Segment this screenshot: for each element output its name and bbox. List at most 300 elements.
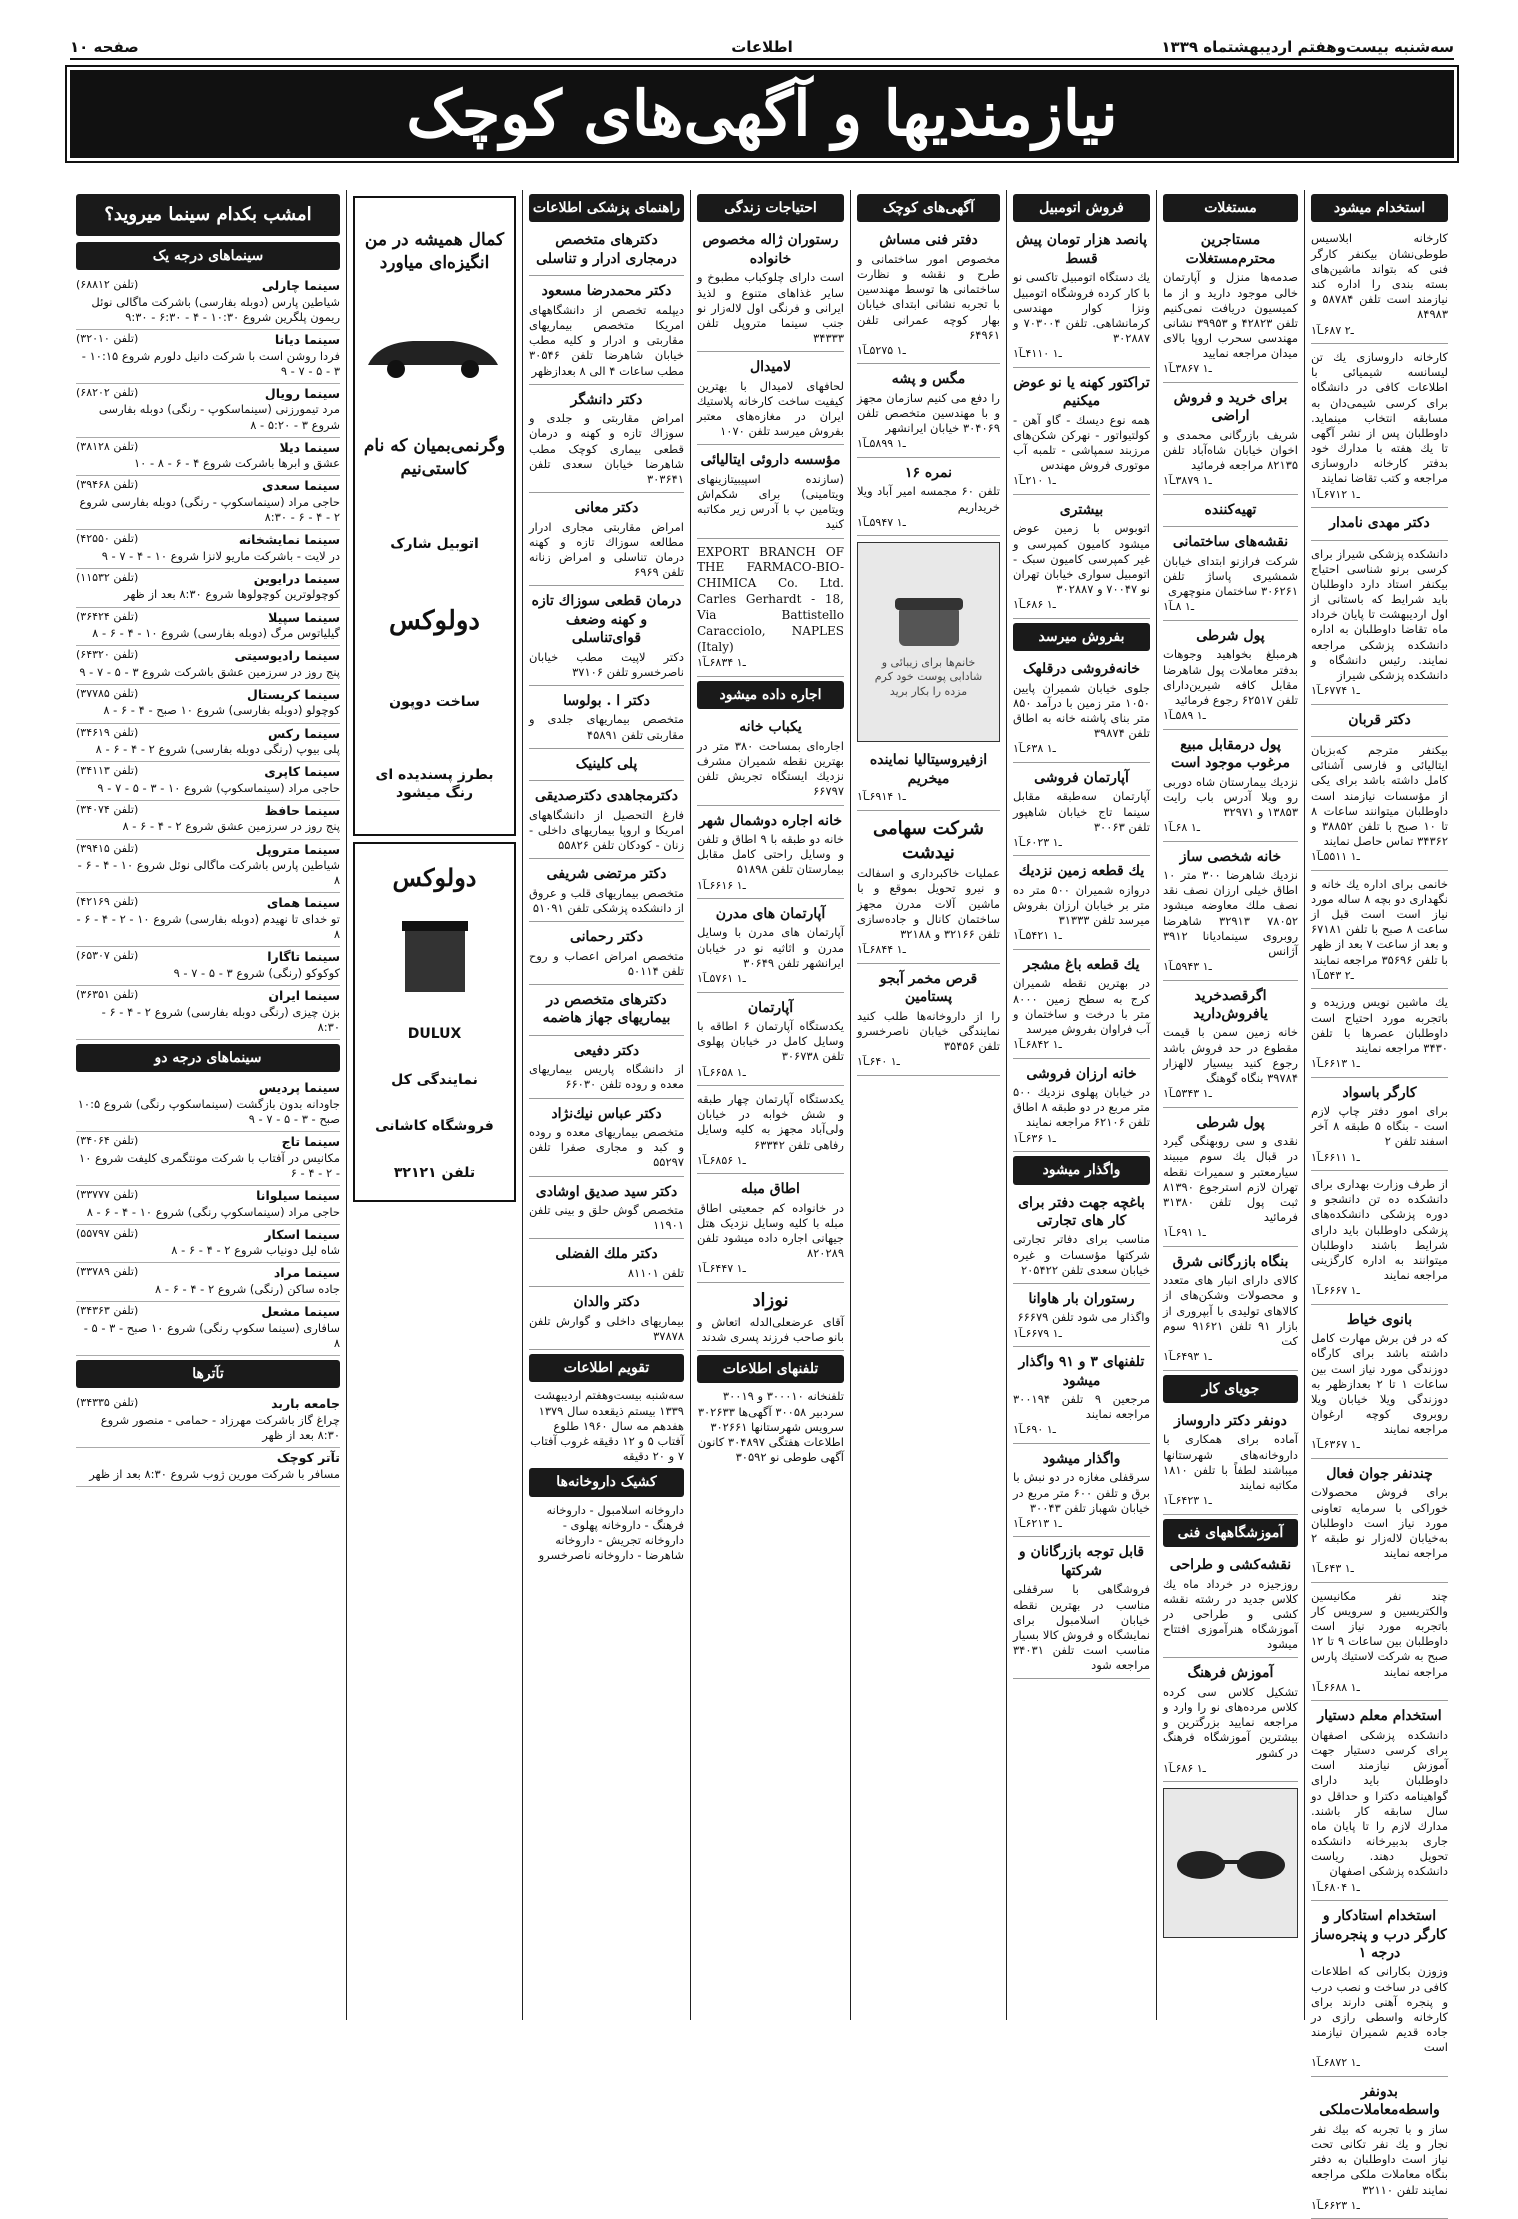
ad-title: دکترهای متخصص در بیماریهای جهاز هاضمه xyxy=(542,991,671,1027)
classified-ad xyxy=(529,496,684,586)
cinema-listing xyxy=(76,1078,340,1132)
cosmetic-jar-icon xyxy=(889,586,969,656)
ad-title: دکتر ملك الفضلی xyxy=(555,1246,658,1263)
ad-title: تراکتور کهنه یا نو عوض میکنیم xyxy=(1013,374,1150,410)
ad-title: خانه‌فروشی درقلهک xyxy=(1022,661,1141,678)
ad-text: هرمبلغ بخواهید وجوهات بدفتر معاملات پول شاهرضا مقابل کافه شیرین‌دارای تلفن ۶۲۵۱۷ رجوع فرمائید xyxy=(1163,647,1298,707)
classified-ad xyxy=(1013,1540,1150,1679)
ad-text: یك ماشین نویس ورزیده و باتجربه مورد احتیاج است داوطلبان عصرها با تلفن ۳۴۳۰ مراجعه نمایند xyxy=(1311,995,1448,1055)
ad-text: ساز و با تجربه که بیك نفر نجار و یك نفر تکانی تحت نیاز است داوطلبان به دفتر بنگاه معاملات ملکی مراجعه نمایند تلفن ۳۲۱۱۰ xyxy=(1311,2121,1448,2197)
classified-ad xyxy=(529,589,684,686)
ad-title: خانه ارزان فروشی xyxy=(1026,1065,1137,1082)
classified-ad xyxy=(1163,1553,1298,1658)
cinema-name: سینما درایوین xyxy=(253,570,340,586)
ad-text: بیماریهای داخلی و گوارش تلفن ۳۷۸۷۸ xyxy=(529,1313,684,1343)
classified-ad xyxy=(1013,371,1150,495)
to-let-ads xyxy=(1013,1191,1150,1680)
tablet-ad xyxy=(857,967,1000,1076)
car-ad-line-4: دولوکس xyxy=(388,605,480,636)
classified-ad xyxy=(1311,874,1448,990)
cinema-name: سینما رکس xyxy=(267,725,340,741)
cinema-program: گیلیاتوس مرگ (دوبله بفارسی) شروع ۱۰ - ۴ - ۶ - ۸ xyxy=(92,626,340,641)
cinema-phone: (تلفن ۵۵۷۹۷) xyxy=(76,1226,139,1240)
newspaper-page xyxy=(70,38,1454,2212)
small-ads xyxy=(857,228,1000,536)
cinema-listing xyxy=(76,1448,340,1487)
ad-title: پول شرطی xyxy=(1196,627,1265,644)
cinema-program: کوچولو (دوبله بفارسی) شروع ۱۰ صبح - ۴ - ۶ - ۸ xyxy=(103,703,340,718)
pharmacies-text: داروخانه اسلامبول - داروخانه فرهنگ - داروخانه پهلوی - داروخانه تجریش - داروخانه شاهرضا - داروخانه ناصرخسرو xyxy=(538,1502,684,1563)
ad-code: ۱ـ۱ ۶۶۱۳ـآ xyxy=(1311,1057,1360,1071)
ad-title: استخدام معلم دستیار xyxy=(1317,1708,1442,1725)
ad-text: امراض مقاربتی مجاری ادرار مطالعه سوزاك تازه و کهنه درمان تناسلی و امراض زنانه تلفن ۶۹۶۹ xyxy=(529,519,684,580)
ad-text: امراض مقاربتی و جلدی و سوزاك تازه و کهنه و درمان قطعی بیماری کوچک مطب شاهرضا خیابان سعدی تلفن ۳۰۳۶۴۱ xyxy=(529,411,684,486)
ad-title: یك قطعه باغ مشجر xyxy=(1023,956,1140,973)
cinema-phone: (تلفن ۶۴۳۲۰) xyxy=(76,648,139,662)
wanted-ad-title: ازفیروسیتالیا نماینده میخریم xyxy=(869,752,988,787)
ad-text: آماده برای همکاری با داروخانه‌های شهرستانها میباشند لطفاً با تلفن ۱۸۱۰ مکاتبه نمایند xyxy=(1163,1432,1298,1492)
ad-text: تشکیل کلاس سی کرده کلاس مرده‌های نو را وارد و مراجعه نمایید بزرگترین و بیشترین آموزشگاه فرهنگ در کشور xyxy=(1163,1684,1298,1760)
classified-ad xyxy=(1311,228,1448,344)
ad-code: ۱ـ۱ ۶۶۸۸ـآ xyxy=(1311,1680,1360,1694)
ad-text: متخصص بیماریهای معده و روده و کبد و مجاری صفرا تلفن ۵۵۲۹۷ xyxy=(529,1125,684,1170)
ad-text: برای فروش محصولات خوراکی با سرمایه تعاونی مورد نیاز است داوطلبان به‌خیابان لاله‌زار نو طبقه ۲ مراجعه نمایند xyxy=(1311,1485,1448,1561)
ad-text: چند نفر مکانیسین والکتریسین و سرویس کار باتجربه مورد نیاز است داوطلبان بین ساعات ۹ تا ۱۲ صبح به شرکت لاستیك پارس مراجعه نمایند xyxy=(1311,1588,1449,1679)
car-ad-line-1: کمال همیشه در من انگیزه‌ای میاورد xyxy=(364,230,505,273)
cinema-banner: امشب بکدام سینما میروید؟ xyxy=(76,194,340,236)
classified-ad xyxy=(529,1180,684,1240)
ad-title: دکتر مرتضی شریفی xyxy=(546,866,667,883)
cinema-name: سینما پردیس xyxy=(258,1080,340,1096)
section-title-doctors: راهنمای پزشکی اطلاعات xyxy=(529,194,684,222)
cinema-name: سینما رویال xyxy=(264,385,340,401)
ad-title: تهیه‌کننده xyxy=(1204,501,1257,518)
section-title-employment: استخدام میشود xyxy=(1311,194,1448,222)
cinema-phone: (تلفن ۶۸۸۱۲) xyxy=(76,278,139,292)
ad-title: اگرقصدخرید یافروش‌دارید xyxy=(1193,987,1268,1023)
ad-code: ۱ـ۱ ۶۸ـآ xyxy=(1163,821,1200,835)
export-branch-ad xyxy=(697,542,844,677)
classified-ad xyxy=(857,367,1000,458)
cinema-program: پنج روز در سرزمین عشق شروع ۲ - ۴ - ۶ - ۸ xyxy=(122,819,340,834)
classified-ad xyxy=(1013,657,1150,763)
cinema-name: سینما دیلا xyxy=(279,439,340,455)
ad-text: که در فن برش مهارت کامل داشته باشد برای کارگاه دوزندگی مورد نیاز است بین ساعات ۱ تا ۲ بعدازظهر به دوزندگی ویلا خیابان ویلا روبروی کوچه ارغوان مراجعه نمایند xyxy=(1311,1331,1448,1437)
export-branch-code: ۱ـ۱ ۶۸۳۴ـآ xyxy=(697,656,746,670)
cinema-program: کوچولوترین کوچولوها شروع ۸:۳۰ بعد از ظهر xyxy=(124,587,340,602)
ad-title: کارگر باسواد xyxy=(1342,1084,1417,1101)
company-ad-code: ۱ـ۱ ۶۸۴۴ـآ xyxy=(857,943,906,957)
ad-title: دکتر والدان xyxy=(573,1294,640,1311)
car-ad-line-2: وگرنمی‌بمیان که نام کاستی‌نیم xyxy=(363,436,506,479)
ad-text: کالای دارای انبار های متعدد و محصولات وشکن‌های از کالاهای تولیدی با آبپروری از بازار ۹۱ تلفن ۹۱۶۲۱ سوم کت xyxy=(1163,1273,1298,1348)
section-title-for-rent: اجاره داده میشود xyxy=(697,681,844,709)
ad-title: چندنفر جوان فعال xyxy=(1326,1465,1433,1482)
cinema-name: سینما سپیلا xyxy=(268,609,340,625)
classified-ad xyxy=(529,1242,684,1287)
section-title-life-needs: احتیاجات زندگی xyxy=(697,194,844,222)
classified-ad xyxy=(1013,1447,1150,1538)
cinema-listing xyxy=(76,801,340,840)
classified-ad xyxy=(1163,386,1298,495)
ad-code: ۱ـ۱ ۲۱۰ـآ xyxy=(1013,474,1056,488)
ad-text: خانه دو طبقه با ۹ اطاق و تلفن و وسایل راحتی کامل مقابل بیمارستان تلفن ۵۱۸۹۸ xyxy=(697,831,844,877)
ad-text: در خانواده کم جمعیتی اطاق مبله با کلیه وسایل نزدیک هتل جیهانی اجاره داده میشود تلفن ۸۲۰۲۸۹ xyxy=(697,1200,844,1261)
ad-text: یکدستگاه آپارتمان ۶ اطاقه با وسایل کامل در خیابان پهلوی تلفن ۳۰۶۷۳۸ xyxy=(697,1018,845,1064)
cinema-program: پنج روز در سرزمین عشق باشرکت شروع ۳ - ۵ - ۷ - ۹ xyxy=(79,664,340,679)
cinema-name: سینما تاگارا xyxy=(267,949,340,965)
cinema-listing xyxy=(76,893,340,947)
classified-ad xyxy=(1163,228,1298,382)
wanted-ad-code: ۱ـ۱ ۶۹۱۴ـآ xyxy=(857,790,906,804)
ad-code: ۱ـ۱ ۵۹۴۳ـآ xyxy=(1163,960,1212,974)
cinema-name: سینما مراد xyxy=(273,1265,340,1281)
cinema-program: مرد تیمورزنی (سینماسکوپ - رنگی) دوبله بفارسی شروع ۳ - ۵:۲۰ - ۸ xyxy=(98,402,340,432)
section-title-for-sale: بفروش میرسد xyxy=(1013,623,1150,651)
section-title-second-class-cinemas: سینماهای درجه دو xyxy=(76,1044,340,1072)
classified-ad xyxy=(529,784,684,859)
ad-title: مگس و پشه xyxy=(891,371,966,388)
ad-code: ۱ـ۱ ۶۶۲۳ـآ xyxy=(1311,2198,1360,2212)
wanted-ad xyxy=(857,748,1000,810)
ad-title: مؤسسه داروئی ایتالیائی xyxy=(700,452,841,469)
car-paint-advertisement xyxy=(353,196,516,836)
classified-ad xyxy=(1163,1250,1298,1371)
for-sale-ads xyxy=(1013,657,1150,1152)
header-page-number: صفحه ۱۰ xyxy=(70,38,139,57)
ad-title: دکتر ا . بولوسا xyxy=(563,692,650,709)
ad-title: پول شرطی xyxy=(1196,1114,1265,1131)
section-title-autos: فروش اتومبیل xyxy=(1013,194,1150,222)
ad-text: لحافهای لامیدال با بهترین کیفیت ساخت کارخانه پلاستیك ایران در مغازه‌های معتبر بفروش میرسد تلفن ۱۰۷۰ xyxy=(697,378,844,439)
company-ad-title: شرکت سهامی نیدشت xyxy=(872,817,985,863)
ad-text: مخصوص امور ساختمانی و طرح و نقشه و نظارت ساختمانی ها توسط مهندسین با تجربه نشانی ابتدای خیابان بهار کوچه عمرانی تلفن ۶۴۹۶۱ xyxy=(857,251,1000,342)
classified-ad xyxy=(1311,1904,1448,2077)
ad-text: نزدیك شاهرضا ۳۰۰ متر ۱۰ اطاق خیلی ارزان نصف نقد نصف ملك معاوضه میشود ۷۸۰۵۲ ۳۲۹۱۳ شاهرضا روبروی سینمادیانا ۳۹۱۲ آژانس xyxy=(1163,868,1298,958)
ad-code: ۱ـ۱ ۵۴۲۱ـآ xyxy=(1013,929,1062,943)
classified-ad xyxy=(1311,708,1448,737)
cinema-listing xyxy=(76,685,340,724)
ad-title: مستاجرین محترم‌مستغلات xyxy=(1185,232,1276,267)
classified-ad xyxy=(697,448,844,538)
cinema-program: شیاطین پارس (دوبله بفارسی) باشرکت ماگالی نوئل ریمون پلگرین شروع ۱۰:۳۰ - ۴ - ۶:۳۰ - ۹:۳۰ xyxy=(91,294,340,324)
ad-title: دکتر مهدی نامدار xyxy=(1329,515,1430,532)
ad-title: بدونفر واسطه‌معاملات‌ملکی xyxy=(1319,2084,1440,2119)
cinema-listing xyxy=(76,330,340,384)
ad-title: خانه اجاره دوشمال شهر xyxy=(698,812,842,829)
cinema-program: جاودانه بدون بازگشت (سینماسکوپ رنگی) شروع ۱۰:۵ صبح - ۳ - ۵ - ۷ - ۹ xyxy=(77,1096,340,1126)
ad-text: یکدستگاه آپارتمان چهار طبقه و شش خوابه در خیابان ولی‌آباد مجهز به کلیه وسایل رفاهی تلفن ۶۳۳۴۲ xyxy=(697,1092,844,1152)
dulux-brand: DULUX xyxy=(407,1026,462,1042)
cinema-listing xyxy=(76,476,340,530)
cinema-phone: (تلفن ۳۴۰۶۴) xyxy=(76,1134,139,1148)
cinema-program: تو خدای تا نهیدم (دوبله بفارسی) شروع ۱۰ - ۲ - ۴ - ۶ - ۸ xyxy=(76,911,340,942)
car-ad-line-3: اتوبیل شارک xyxy=(390,535,479,552)
section-title-first-class-cinemas: سینماهای درجه یک xyxy=(76,242,340,270)
ad-text: کارخانه ابلاسیس طوطی‌نشان بیکنفر کارگر فنی که بتواند ماشین‌های بسته بندی را اداره کند نیازمند است تلفن ۵۸۷۸۴ و ۸۴۹۸۳ xyxy=(1311,231,1448,322)
dulux-phone: تلفن ۳۲۱۲۱ xyxy=(393,1164,476,1181)
cinema-phone: (تلفن ۳۹۴۱۵) xyxy=(76,841,139,855)
ad-title: آموزش فرهنگ xyxy=(1187,1665,1274,1682)
classified-ad xyxy=(529,228,684,276)
section-title-calendar: تقویم اطلاعات xyxy=(529,1354,684,1382)
cinema-listing xyxy=(76,646,340,685)
ad-title: خانه شخصی ساز xyxy=(1179,848,1282,865)
cinema-phone: (تلفن ۳۴۳۳۵) xyxy=(76,1396,139,1410)
ad-title: دفتر فنی مساش xyxy=(879,232,978,249)
ad-title: دکتر محمدرضا مسعود xyxy=(541,283,672,300)
ad-text: تلفن ۶۰ مجمسه امیر آباد ویلا خریداریم xyxy=(857,484,1000,514)
ad-code: ۱ـ۱ ۸ـآ xyxy=(1163,600,1195,614)
ad-text: آپارتمان سه‌طبقه مقابل سینما تاج خیابان شاهپور تلفن ۳۰۰۶۳ xyxy=(1013,789,1150,834)
ad-code: ۱ـ۱ ۶۰۲۳ـآ xyxy=(1013,835,1062,849)
cinema-program: شاه لیل دونیاب شروع ۲ - ۴ - ۶ - ۸ xyxy=(171,1243,340,1258)
classified-ad xyxy=(1013,1287,1150,1347)
column-doctors xyxy=(522,190,690,2020)
cinema-name: سینما کریستال xyxy=(246,686,340,702)
cinema-phone: (تلفن ۳۳۷۷۷) xyxy=(76,1188,139,1201)
ad-text: از دانشگاه پاریس بیماریهای معده و روده تلفن ۶۶۰۳۰ xyxy=(529,1062,684,1092)
classified-ad xyxy=(697,996,844,1087)
ad-code: ۱ـ۱ ۳۸۶۷ـآ xyxy=(1163,362,1212,376)
cinema-listing xyxy=(76,608,340,647)
header-paper-name: اطلاعات xyxy=(731,38,793,57)
second-class-cinema-list xyxy=(76,1078,340,1356)
ad-title: دکتر عباس نیك‌نژاد xyxy=(551,1105,662,1122)
classified-ad xyxy=(697,228,844,352)
classified-ad xyxy=(1311,1174,1448,1305)
cinema-listing xyxy=(76,530,340,569)
section-title-job-seekers: جویای کار xyxy=(1163,1375,1298,1403)
ad-title: دکتر دفیعی xyxy=(573,1042,640,1059)
life-needs-ads xyxy=(697,228,844,538)
cinema-phone: (تلفن ۳۴۰۷۴) xyxy=(76,802,139,816)
cinema-name: سینما کاپری xyxy=(264,764,340,780)
ad-text: است دارای چلوکباب مطبوخ و سایر غذاهای متنوع و لذیذ ایرانی و فرنگی اول لاله‌زار نو جنب سینما متروپل تلفن ۳۴۳۳۳ xyxy=(697,270,844,346)
tablet-ad-title: قرص مخمر آبجو پستامین xyxy=(879,970,978,1006)
classified-ad xyxy=(1311,1462,1448,1583)
classified-ad xyxy=(697,355,844,445)
ad-text: دیپلمه تخصص از دانشگاههای امریکا متخصص بیماریهای مقاربتی و ادرار و کلیه مطب خیابان شاهرضا تلفن ۳۰۵۴۶ مطب ساعات ۴ الی ۸ بعدازظهر xyxy=(529,302,684,378)
cinema-listing xyxy=(76,438,340,477)
cinema-phone: (تلفن ۱۱۵۳۲) xyxy=(76,570,139,584)
classified-ad xyxy=(1311,511,1448,540)
ad-code: ۱ـ۱ ۶۸۷۲ـآ xyxy=(1311,2056,1360,2070)
cinema-listing xyxy=(76,276,340,330)
cinema-phone: (تلفن ۳۷۷۸۵) xyxy=(76,686,139,700)
ad-text: دانشکده پزشکی اصفهان برای کرسی دستیار جهت آموزش نیازمند است داوطلبان باید دارای گواهینامه دکترا و حداقل دو سال سابقه کار باشند. مدارك لازم را تا پایان ماه جاری بدبیرخانه دانشکده تحویل دهند. ریاست دانشکده پزشکی اصفهان xyxy=(1311,1727,1448,1879)
ad-code: ۱ـ۱ ۵۷۶۱ـآ xyxy=(697,972,746,985)
classified-ad xyxy=(1163,498,1298,527)
ad-code: ۱ـ۱ ۶۳۶ـآ xyxy=(1013,1131,1056,1145)
birth-text: آقای عرضعلی‌الدله اتعاش و بانو صاحب فرزند پسری شدند xyxy=(697,1314,844,1344)
cinema-name: تآتر کوچک xyxy=(276,1450,340,1466)
ad-text: فروشگاهی با سرقفلی مناسب در بهترین نقطه خیابان اسلامبول برای نمایشگاه و فروش کالا بسیار مناسب است تلفن ۳۴۰۳۱ مراجعه شود xyxy=(1013,1582,1150,1673)
dulux-advertisement xyxy=(353,842,516,1202)
ad-text: اتوبوس با زمین عوض میشود کامیون کمپرسی و غیر کمپرسی کامیون سبک - اتومبیل سواری خیابان تهران نو ۷۰۰۴۷ و ۳۰۲۸۸۷ xyxy=(1013,521,1150,597)
ad-text: مناسب برای دفاتر تجارتی شرکتها مؤسسات و غیره خیابان سعدی تلفن ۲۰۵۴۲۲ xyxy=(1013,1232,1150,1277)
cinema-program: سافاری (سینما سکوپ رنگی) شروع ۱۰ صبح - ۳ - ۵ - ۸ xyxy=(83,1320,340,1350)
car-ad-line-6: بطرز پسندیده ای رنگ میشود xyxy=(375,766,494,802)
tablet-ad-text: را از داروخانه‌ها طلب کنید نمایندگی خیابان ناصرخسرو تلفن ۳۵۴۵۶ xyxy=(857,1008,1000,1053)
classified-columns xyxy=(70,190,1454,2212)
ad-text: دانشکده پزشکی شیراز برای کرسی برنو شناسی احتیاج بیکنفر استاد دارد داوطلبان باید شرایط که باستانی از اول اردیبهشت تا پایان خرداد ماه تقاضا داوطلبان به اداره دانشکده پزشکی مراجعه نمایند. رئیس دانشگاه و دانشکده پزشکی شیراز xyxy=(1311,546,1448,682)
classified-ad xyxy=(529,752,684,781)
section-title-tech-schools: آموزشگاههای فنی xyxy=(1163,1519,1298,1547)
ad-text: صدمه‌ها منزل و آپارتمان خالی موجود دارید و از ما کمیسیون دریافت نمی‌کنیم تلفن ۴۲۸۲۳ و ۳۹۹۵۳ نشانی مهندسی سحرب اروپا بالای میدان مراجعه نمایید xyxy=(1163,270,1298,361)
classified-ad xyxy=(1163,1111,1298,1247)
cinema-program: بزن چیزی (رنگی دوبله بفارسی) شروع ۲ - ۴ - ۶ - ۸:۳۰ xyxy=(101,1004,340,1034)
classified-ad xyxy=(1311,544,1448,705)
cosmetics-ad-text: خانم‌ها برای زیبائی و شادابی پوست خود کرم مزده را بکار برید xyxy=(874,655,983,698)
classified-ad xyxy=(1163,984,1298,1108)
ad-code: ۱ـ۱ ۶۸۴۲ـآ xyxy=(1013,1038,1062,1052)
ad-text: دکتر لاپیت مطب خیابان ناصرخسرو تلفن ۳۷۱۰۶ xyxy=(529,649,684,679)
sunglasses-advertisement xyxy=(1163,1788,1298,1938)
cinema-name: سینما سیلوانا xyxy=(256,1188,340,1203)
ad-text: نقدی و سی روبهنگی گیرد در قبال یك سوم میبیند سیارمعتبر و سمیرات نقطه تهران لازم استرجوع ۸۱۳۹۰ ثبت پول تلفن ۳۱۳۸۰ فرمائید xyxy=(1163,1134,1298,1225)
classified-ad xyxy=(1311,1586,1448,1702)
classified-ad xyxy=(529,1290,684,1350)
cinema-phone: (تلفن ۳۴۶۱۹) xyxy=(76,725,139,739)
ad-code: ۱ـ۱ ۶۴۹۳ـآ xyxy=(1163,1350,1212,1364)
theatre-list xyxy=(76,1394,340,1487)
phones-text: تلفنخانه ۳۰۰۰۱۰ و ۳۰۰۱۹ سردبیر ۳۰۰۵۸ آگهی‌ها ۳۰۲۶۳۳ سرویس شهرستانها ۳۰۲۶۶۱ اطلاعات هفتگی ۳۰۴۸۹۷ کانون آگهی طوطی نو ۳۰۵۹۲ xyxy=(697,1389,844,1465)
ad-code: ۱ـ۱ ۶۹۰ـآ xyxy=(1013,1423,1056,1437)
cinema-listing xyxy=(76,1263,340,1302)
ad-title: دکتر قربان xyxy=(1348,711,1411,728)
cinema-phone: (تلفن ۳۶۴۲۴) xyxy=(76,609,139,623)
sunglasses-icon xyxy=(1171,1843,1291,1883)
doctor-ads xyxy=(529,228,684,1349)
cinema-name: سینما متروپل xyxy=(255,841,340,857)
school-ads xyxy=(1163,1553,1298,1782)
ad-text: جلوی خیابان شمیران پایین ۱۰۵۰ متر زمین با درآمد ۸۵۰ متر بنای پاشنه خانه به اطاق تلفن ۳۹۸۷۴ xyxy=(1013,680,1150,741)
cinema-phone: (تلفن ۴۲۱۶۹) xyxy=(76,895,139,909)
cosmetics-advertisement xyxy=(857,542,1000,742)
ad-title: رستوران ژاله مخصوص خانواده xyxy=(702,232,839,267)
ad-code: ۱ـ۱ ۵۹۴۷ـآ xyxy=(857,515,906,529)
cinema-listing xyxy=(76,947,340,986)
ad-code: ۱ـ۱ ۶۹۱ـآ xyxy=(1163,1226,1206,1240)
cinema-phone: (تلفن ۳۴۱۱۳) xyxy=(76,764,139,778)
column-employment xyxy=(1304,190,1454,2212)
company-ad xyxy=(857,814,1000,964)
cinema-phone: (تلفن ۳۳۷۸۹) xyxy=(76,1265,139,1279)
ad-code: ۱ـ۱ ۵۸۹ـآ xyxy=(1163,709,1206,723)
ad-title: بیشتری xyxy=(1059,501,1104,518)
classified-ad xyxy=(1013,498,1150,619)
ad-text: دروازه شمیران ۵۰۰ متر ده متر بر خیابان ارزان بفروش میرسد تلفن ۳۱۳۳۳ xyxy=(1013,882,1150,928)
ad-text: مرجعین ۹ تلفن ۳۰۰۱۹۴ مراجعه نمایند xyxy=(1013,1392,1150,1422)
classified-ad xyxy=(857,228,1000,364)
ad-title: پلی کلینیک xyxy=(575,755,638,772)
classified-ad xyxy=(1013,766,1150,857)
classified-ad xyxy=(529,1102,684,1177)
ad-title: بنگاه بازرگانی شرق xyxy=(1172,1253,1289,1270)
cinema-listing xyxy=(76,569,340,608)
ad-title: استخدام استادکار و کارگر درب و پنجره‌ساز درجه ۱ xyxy=(1312,1908,1447,1961)
classified-ad xyxy=(1013,1062,1150,1153)
ad-text: متخصص بیماریهای قلب و عروق از دانشکده پزشکی تلفن ۵۱۰۹۱ xyxy=(529,885,684,915)
ad-text: سرقفلی مغازه در دو نبش با برق و تلفن ۶۰۰ متر مربع در خیابان شهباز تلفن ۳۰۰۴۳ xyxy=(1013,1470,1150,1515)
classified-ad xyxy=(1163,1661,1298,1782)
page-header xyxy=(70,38,1454,60)
classified-ad xyxy=(529,1039,684,1099)
ad-title: بانوی خیاط xyxy=(1346,1311,1413,1328)
ad-text: اجاره‌ای بمساحت ۳۸۰ متر در بهترین نقطه شمیران مشرف نزدیك ایستگاه تجریش تلفن ۶۶۷۹۷ xyxy=(697,738,844,799)
classified-ad xyxy=(697,715,844,805)
ad-title: درمان قطعی سوزاك تازه و کهنه وضعف قوای‌تناسلی xyxy=(531,593,682,647)
car-ad-line-5: ساخت دوپون xyxy=(389,693,480,710)
ad-title: رستوران بار هاوانا xyxy=(1028,1291,1135,1307)
ad-text: کارخانه داروسازی یك تن لیسانسه شیمیائی با اطلاعات کافی در دانشگاه برای کرسی شیمی‌دان به مسابقه انتخاب مینماید. داوطلبان پس از نشر آگهی تا یك هفته با مدارك خود بدفتر کارخانه داروسازی مراجعه و کتب تقاضا نمایند xyxy=(1311,350,1448,486)
ad-text: خانه زمین سمن با قیمت مقطوع در حد فروش باشد رجوع کنید بیسیار لالهزار ۳۹۷۸۴ بنگاه گوهنگ xyxy=(1163,1025,1298,1085)
cinema-listing xyxy=(76,986,340,1040)
ad-title: نقشه‌کشی و طراحی xyxy=(1169,1557,1292,1574)
ad-code: ۱ـ۱ ۵۵۱۱ـآ xyxy=(1311,850,1360,864)
classified-ad xyxy=(1311,2080,1448,2219)
classified-ad xyxy=(697,1089,844,1174)
section-title-phones: تلفنهای اطلاعات xyxy=(697,1355,844,1383)
cinema-program: جاده ساکن (رنگی) شروع ۲ - ۴ - ۶ - ۸ xyxy=(155,1281,340,1296)
employment-ads xyxy=(1311,228,1448,2219)
ad-code: ۱ـ۱ ۶۶۶۷ـآ xyxy=(1311,1284,1360,1298)
ad-text: (سازنده اسپیبیتازینهای ویتامینی) برای شکم‌اش ویتامین پ با آدرس زیر مکاتبه کنید xyxy=(697,471,844,532)
cinema-program: مسافر با شرکت مورین ژوب شروع ۸:۳۰ بعد از ظهر xyxy=(89,1466,340,1481)
classified-ad xyxy=(1013,953,1150,1059)
classified-ad xyxy=(1013,859,1150,950)
ad-text: متخصص امراض اعصاب و روح تلفن ۵۰۱۱۴ xyxy=(529,948,684,978)
ad-title: دونفر دکتر داروساز xyxy=(1174,1413,1287,1430)
cinema-program: عشق و ابرها باشرکت شروع ۴ - ۶ - ۸ - ۱۰ xyxy=(133,456,340,471)
ad-title: واگذار میشود xyxy=(1042,1450,1121,1467)
ad-title: پانصد هزار تومان پیش قسط xyxy=(1015,232,1148,267)
classified-ad xyxy=(1163,1409,1298,1515)
ad-code: ۱ـ۱ ۵۲۷۵ـآ xyxy=(857,343,906,357)
cinema-phone: (تلفن ۴۲۵۵۰) xyxy=(76,532,139,546)
ad-title: دکتر سید صدیق اوشادی xyxy=(535,1183,678,1200)
ad-code: ۱ـ۱ ۶۴۲۳ـآ xyxy=(1163,1494,1212,1508)
ad-title: باغچه جهت دفتر برای کار های تجارتی xyxy=(1018,1194,1145,1230)
dulux-line-2: نمایندگی کل xyxy=(391,1072,478,1089)
ad-code: ۱ـ۱ ۶۸۰۴ـآ xyxy=(1311,1880,1360,1894)
section-title-small-ads: آگهی‌های کوچک xyxy=(857,194,1000,222)
cinema-listing xyxy=(76,1302,340,1356)
cinema-listing xyxy=(76,724,340,763)
classified-ad xyxy=(1013,1191,1150,1284)
classified-ad xyxy=(1311,1081,1448,1172)
cinema-listing xyxy=(76,1394,340,1448)
classified-ad xyxy=(1311,347,1448,508)
cinema-name: سینما حافظ xyxy=(264,802,340,818)
ad-title: نقشه‌های ساختمانی xyxy=(1172,534,1289,551)
birth-title: نوزاد xyxy=(752,1289,789,1311)
cinema-program: پلی بیوپ (رنگی دوبله بفارسی) شروع ۲ - ۴ - ۶ - ۸ xyxy=(95,742,340,757)
column-real-estate xyxy=(1156,190,1304,2020)
cinema-name: سینما دیانا xyxy=(274,332,340,348)
ad-code: ۱ـ۱ ۶۸۶ـآ xyxy=(1013,598,1056,612)
birth-announcement xyxy=(697,1286,844,1351)
ad-text: از طرف وزارت بهداری برای دانشکده ده تن دانشجو و دوره پزشکی دانشکده‌های پزشکی داوطلبان باید دارای شرایط باشند داوطلبان میتوانند به اداره کارگزینی مراجعه نمایند xyxy=(1311,1177,1448,1283)
cinema-name: سینما همای xyxy=(266,895,340,911)
ad-code: ۱ـ۱ ۶۷۱۲ـآ xyxy=(1311,487,1360,501)
cinema-name: سینما مشعل xyxy=(261,1304,340,1320)
ad-text: برای امور دفتر چاپ لازم است - بنگاه ۵ طبقه ۸ آخر اسفند تلفن ۲ xyxy=(1311,1104,1448,1149)
classified-ad xyxy=(529,862,684,922)
classified-ad xyxy=(529,925,684,985)
ad-text: در بهترین نقطه شمیران کرج به سطح زمین ۸۰۰۰ متر با درخت و ساختمان و آب فراوان بفروش میرسد xyxy=(1013,976,1150,1036)
